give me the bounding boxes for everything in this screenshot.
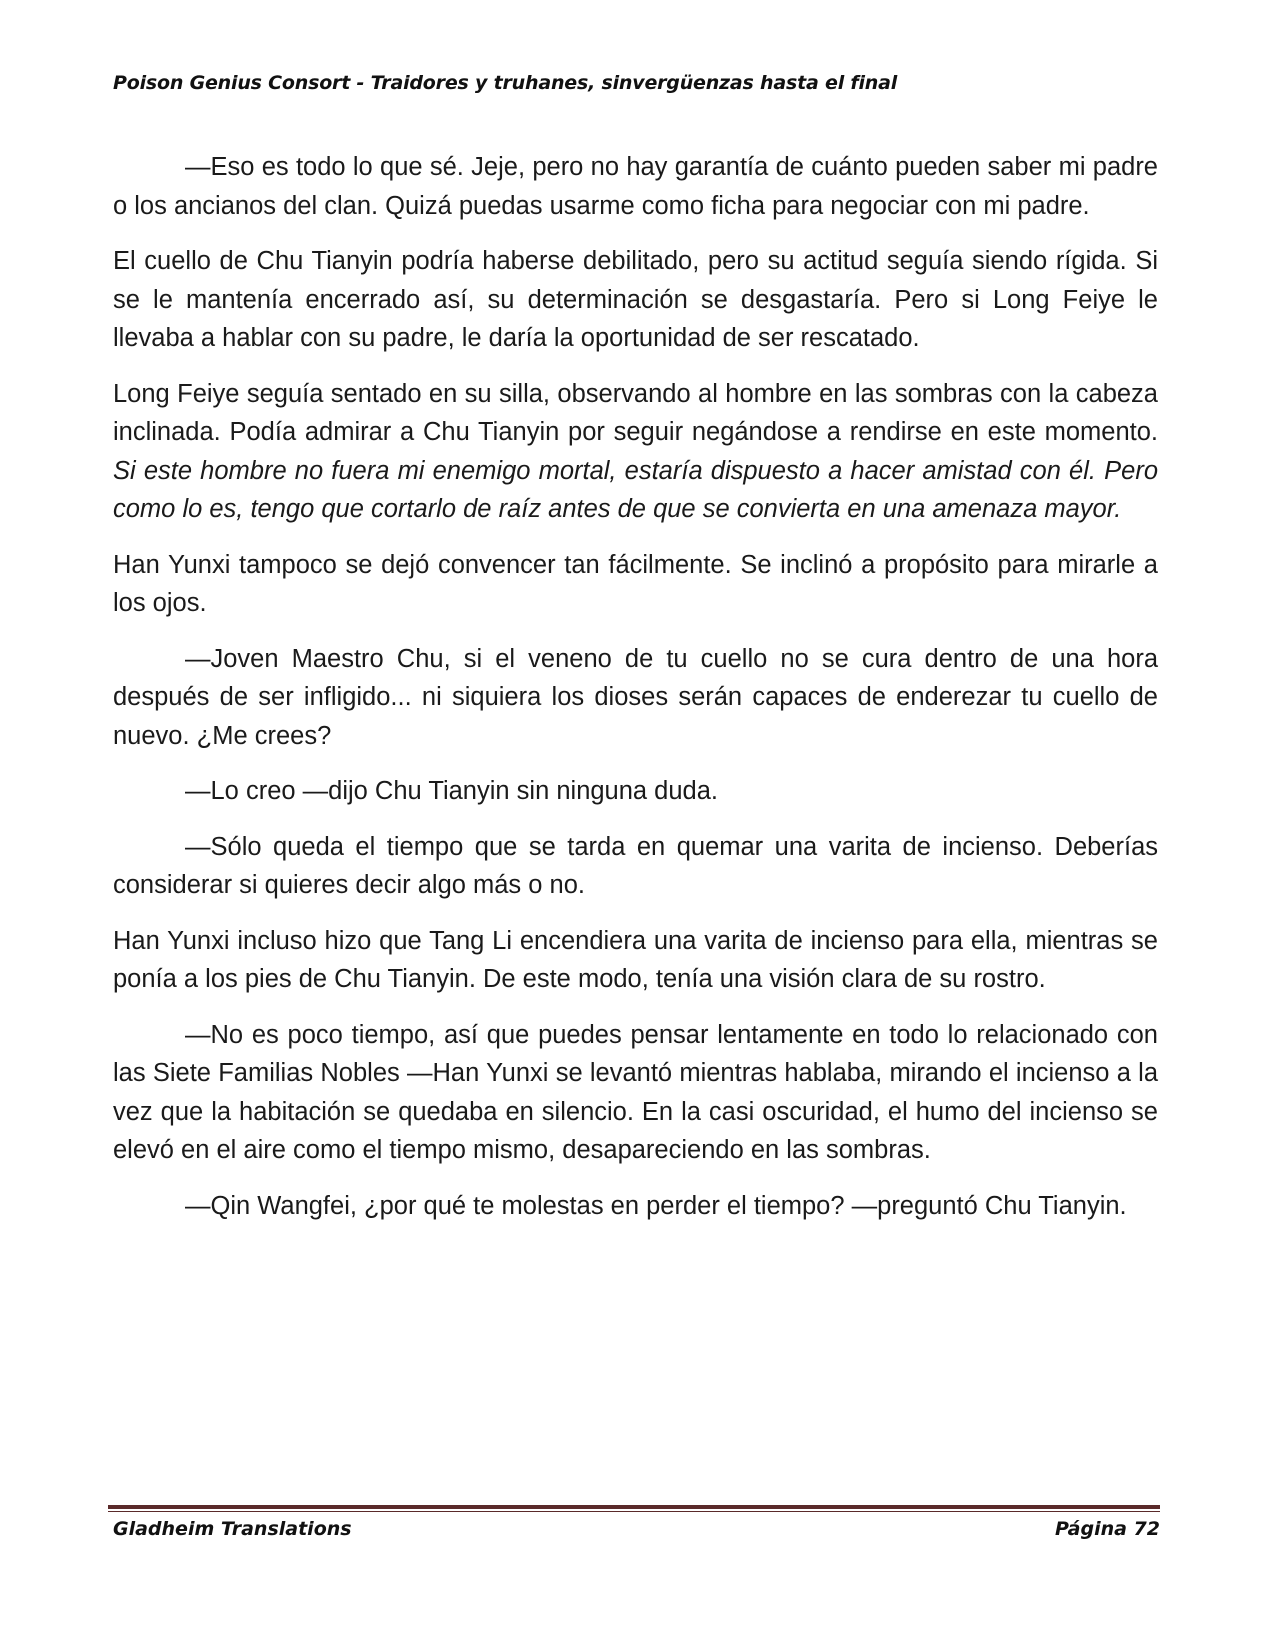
footer-rule-thin [108,1511,1160,1512]
running-header: Poison Genius Consort - Traidores y truhanes, sinvergüenzas hasta el final [113,72,898,94]
text-run: Han Yunxi tampoco se dejó convencer tan fácilmente. Se inclinó a propósito para mirarle a los ojos. [113,550,1158,617]
text-run: —Sólo queda el tiempo que se tarda en quemar una varita de incienso. Deberías considerar si quieres decir algo más o no. [113,832,1158,899]
text-run: —Lo creo —dijo Chu Tianyin sin ninguna duda. [185,777,718,805]
text-run: —Qin Wangfei, ¿por qué te molestas en perder el tiempo? —preguntó Chu Tianyin. [185,1191,1127,1220]
page-number: Página 72 [1054,1518,1160,1540]
page-body [113,148,1158,1242]
paragraph [113,375,1158,529]
footer-publisher: Gladheim Translations [113,1518,352,1540]
paragraph [113,546,1158,623]
text-run: —Eso es todo lo que sé. Jeje, pero no hay garantía de cuánto pueden saber mi padre o los ancianos del clan. Quizá puedas usarme como ficha para negociar con mi padre. [113,153,1158,220]
text-run: Long Feiye seguía sentado en su silla, observando al hombre en las sombras con la cabeza inclinada. Podía admirar a Chu Tianyin por seguir negándose a rendirse en este momento. [113,379,1158,446]
paragraph [113,148,1158,225]
footer-rule [108,1505,1160,1512]
paragraph [113,1016,1158,1170]
text-run: —Joven Maestro Chu, si el veneno de tu cuello no se cura dentro de una hora después de ser infligido... ni siquiera los dioses serán capaces de enderezar tu cuello de nuevo. ¿Me crees? [113,644,1158,750]
text-run: El cuello de Chu Tianyin podría haberse debilitado, pero su actitud seguía siendo rígida. Si se le mantenía encerrado así, su determinación se desgastaría. Pero si Long Feiye le llevaba a hablar con su padre, le daría la oportunidad de ser rescatado. [113,247,1158,352]
paragraph [113,922,1158,999]
text-run: Han Yunxi incluso hizo que Tang Li encendiera una varita de incienso para ella, mientras se ponía a los pies de Chu Tianyin. De este modo, tenía una visión clara de su rostro. [113,926,1158,993]
paragraph [113,828,1158,905]
paragraph [113,640,1158,756]
italic-text-run: Si este hombre no fuera mi enemigo mortal, estaría dispuesto a hacer amistad con él. Pero como lo es, tengo que cortarlo de raíz antes de que se convierta en una amenaza mayor. [113,456,1158,523]
paragraph [113,242,1158,358]
paragraph [113,772,1158,811]
footer-rule-thick [108,1505,1160,1509]
paragraph [113,1187,1158,1226]
text-run: —No es poco tiempo, así que puedes pensar lentamente en todo lo relacionado con las Siete Familias Nobles —Han Yunxi se levantó mientras hablaba, mirando el incienso a la vez que la habitación se quedaba en silencio. En la casi oscuridad, el humo del incienso se elevó en el aire como el tiempo mismo, desapareciendo en las sombras. [113,1020,1158,1164]
